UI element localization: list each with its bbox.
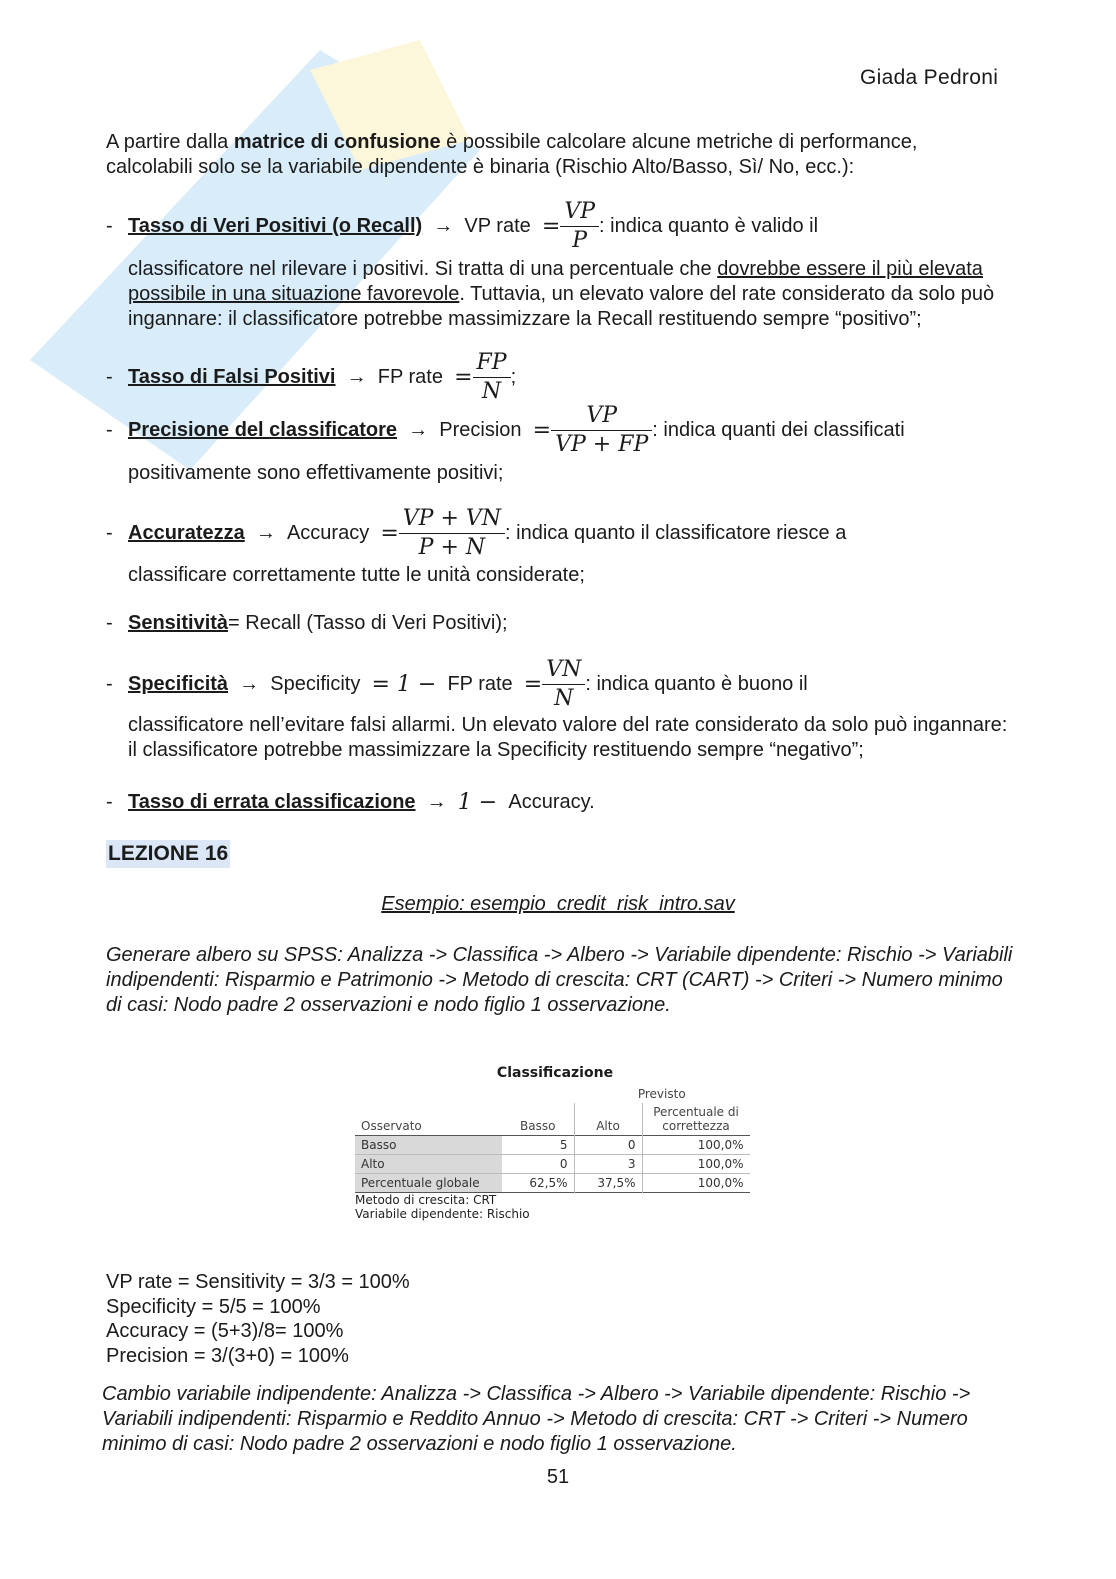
fraction-specificity: $\frac{VN}{N}$	[542, 656, 585, 713]
metric-recall: - Tasso di Veri Positivi (o Recall) → VP rate = $\frac{VP}{P}$ : indica quanto è valido il	[106, 199, 819, 253]
instruction-paragraph-2: Cambio variabile indipendente: Analizza -> Classifica -> Albero -> Variabile dipendente: Rischio -> Variabili indipendenti: Risparmio e Reddito Annuo -> Metodo di crescita: CRT -> Criteri -> Numero minimo di casi: Nodo padre 2 osservazioni e nodo figlio 1 osservazione.	[102, 1383, 971, 1455]
fraction-fp-rate: $\frac{FP}{N}$	[473, 349, 511, 406]
table-col-header: Percentuale di correttezza	[653, 1105, 739, 1133]
calc-line: VP rate = Sensitivity = 3/3 = 100%	[106, 1271, 410, 1293]
table-row: Alto 0 3 100,0%	[355, 1155, 750, 1174]
calculations-block	[106, 1270, 410, 1368]
term-error-rate: Tasso di errata classificazione	[128, 791, 416, 813]
table-observed-header: Osservato	[361, 1119, 422, 1133]
table-footnote: Metodo di crescita: CRT	[355, 1193, 497, 1207]
metric-precision: - Precisione del classificatore → Precision = $\frac{VP}{VP + FP}$ : indica quanti dei classificati	[106, 403, 905, 457]
metric-specificity: - Specificità → Specificity = 1 − FP rate = $\frac{VN}{N}$ : indica quanto è buono il	[106, 657, 808, 711]
table-col-header: Alto	[574, 1103, 642, 1136]
term-fp-rate: Tasso di Falsi Positivi	[128, 366, 336, 388]
metric-specificity-description: classificatore nell’evitare falsi allarmi. Un elevato valore del rate considerato da solo può ingannare: il classificatore potrebbe massimizzare la Specificity restituendo sempre “negativo”;	[128, 714, 1008, 761]
metric-accuracy-description: classificare correttamente tutte le unità considerate;	[128, 564, 585, 586]
intro-bold-term: matrice di confusione	[233, 131, 441, 153]
table-footnote: Variabile dipendente: Rischio	[355, 1207, 530, 1221]
section-heading: LEZIONE 16	[106, 840, 230, 868]
table-title: Classificazione	[496, 1065, 614, 1081]
fraction-recall: $\frac{VP}{P}$	[560, 198, 599, 255]
instruction-paragraph-1: Generare albero su SPSS: Analizza -> Classifica -> Albero -> Variabile dipendente: Rischio -> Variabili indipendenti: Risparmio e Patrimonio -> Metodo di crescita: CRT (CART) -> Criteri -> Numero minimo di casi: Nodo padre 2 osservazioni e nodo figlio 1 osservazione.	[106, 944, 1013, 1016]
fraction-precision: $\frac{VP}{VP + FP}$	[551, 402, 652, 459]
term-sensitivity: Sensitività	[128, 612, 229, 634]
metric-accuracy: - Accuratezza → Accuracy = $\frac{VP + VN}{P + N}$ : indica quanto il classificatore riesce a	[106, 506, 847, 560]
calc-line: Precision = 3/(3+0) = 100%	[106, 1344, 349, 1367]
table-row: Percentuale globale 62,5% 37,5% 100,0%	[355, 1174, 750, 1193]
table-row: Basso 5 0 100,0%	[355, 1136, 750, 1155]
metric-sensitivity: - Sensitività = Recall (Tasso di Veri Positivi);	[106, 612, 508, 634]
metric-error-rate: - Tasso di errata classificazione → 1 − Accuracy.	[106, 790, 595, 815]
metric-recall-description: classificatore nel rilevare i positivi. Si tratta di una percentuale che dovrebbe essere il più elevata possibile in una situazione favorevole. Tuttavia, un elevato valore del rate considerato da solo può ingannare: il classificatore potrebbe massimizzare la Recall restituendo sempre “positivo”;	[128, 258, 995, 330]
term-specificity: Specificità	[128, 673, 229, 695]
term-precision: Precisione del classificatore	[128, 419, 398, 441]
fraction-accuracy: $\frac{VP + VN}{P + N}$	[399, 505, 505, 562]
intro-paragraph: A partire dalla matrice di confusione è possibile calcolare alcune metriche di performance, calcolabili solo se la variabile dipendente è binaria (Rischio Alto/Basso, Sì/ No, ecc.):	[106, 131, 918, 178]
example-title: Esempio: esempio_credit_risk_intro.sav	[381, 893, 735, 915]
page-number: 51	[546, 1466, 570, 1488]
term-recall: Tasso di Veri Positivi (o Recall)	[128, 215, 423, 237]
calc-line: Specificity = 5/5 = 100%	[106, 1295, 321, 1318]
table-col-header: Basso	[502, 1103, 574, 1136]
term-accuracy: Accuratezza	[128, 522, 245, 544]
calc-line: Accuracy = (5+3)/8= 100%	[106, 1320, 344, 1342]
table-previsto-header: Previsto	[637, 1087, 686, 1101]
metric-precision-description: positivamente sono effettivamente positivi;	[128, 462, 504, 484]
metric-fp-rate: - Tasso di Falsi Positivi → FP rate = $\frac{FP}{N}$ ;	[106, 350, 517, 404]
author-name: Giada Pedroni	[860, 66, 999, 89]
classification-table	[355, 1065, 755, 1221]
